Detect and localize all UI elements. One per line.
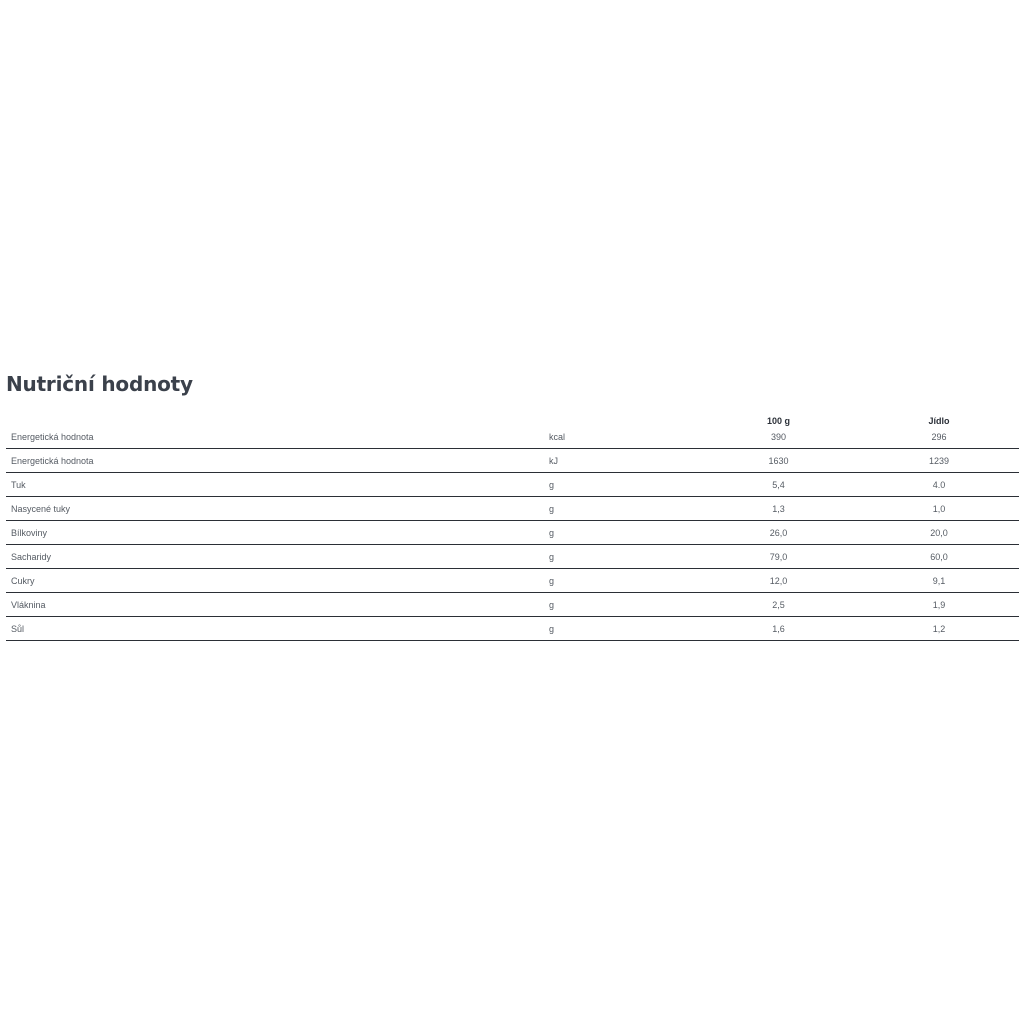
- nutrient-unit: g: [548, 497, 698, 521]
- value-per-meal: 1239: [859, 449, 1019, 473]
- nutrient-name: Cukry: [6, 569, 548, 593]
- nutrient-unit: kJ: [548, 449, 698, 473]
- value-per-100g: 1630: [698, 449, 859, 473]
- table-row: [6, 545, 1019, 569]
- header-nutrient: [6, 412, 548, 426]
- value-per-100g: 5,4: [698, 473, 859, 497]
- table-row: [6, 521, 1019, 545]
- value-per-100g: 12,0: [698, 569, 859, 593]
- value-per-meal: 4.0: [859, 473, 1019, 497]
- table-header: [6, 412, 1019, 426]
- nutrient-unit: g: [548, 473, 698, 497]
- nutrient-unit: g: [548, 617, 698, 641]
- value-per-meal: 9,1: [859, 569, 1019, 593]
- nutrient-unit: g: [548, 593, 698, 617]
- nutrient-name: Bílkoviny: [6, 521, 548, 545]
- nutrient-name: Energetická hodnota: [6, 449, 548, 473]
- header-row: [6, 412, 1019, 426]
- header-per-100g: 100 g: [766, 416, 790, 426]
- nutrient-name: Nasycené tuky: [6, 497, 548, 521]
- table-row: [6, 473, 1019, 497]
- value-per-meal: 1,9: [859, 593, 1019, 617]
- nutrition-section: [6, 370, 1019, 641]
- nutrient-name: Vláknina: [6, 593, 548, 617]
- nutrient-name: Energetická hodnota: [6, 426, 548, 449]
- nutrient-unit: kcal: [548, 426, 698, 449]
- header-unit: [548, 412, 698, 426]
- table-row: [6, 569, 1019, 593]
- nutrient-unit: g: [548, 521, 698, 545]
- value-per-100g: 2,5: [698, 593, 859, 617]
- value-per-100g: 79,0: [698, 545, 859, 569]
- value-per-meal: 1,2: [859, 617, 1019, 641]
- value-per-meal: 1,0: [859, 497, 1019, 521]
- value-per-meal: 20,0: [859, 521, 1019, 545]
- nutrient-unit: g: [548, 569, 698, 593]
- nutrient-name: Tuk: [6, 473, 548, 497]
- nutrient-unit: g: [548, 545, 698, 569]
- value-per-100g: 1,6: [698, 617, 859, 641]
- value-per-meal: 296: [859, 426, 1019, 449]
- nutrition-table: [6, 412, 1019, 641]
- nutrient-name: Sůl: [6, 617, 548, 641]
- table-row: [6, 449, 1019, 473]
- value-per-100g: 26,0: [698, 521, 859, 545]
- section-title: Nutriční hodnoty: [6, 372, 193, 396]
- table-row: [6, 617, 1019, 641]
- table-row: [6, 426, 1019, 449]
- value-per-100g: 390: [698, 426, 859, 449]
- table-body: [6, 426, 1019, 641]
- table-row: [6, 497, 1019, 521]
- value-per-100g: 1,3: [698, 497, 859, 521]
- table-row: [6, 593, 1019, 617]
- header-per-meal: Jídlo: [928, 416, 950, 426]
- nutrient-name: Sacharidy: [6, 545, 548, 569]
- value-per-meal: 60,0: [859, 545, 1019, 569]
